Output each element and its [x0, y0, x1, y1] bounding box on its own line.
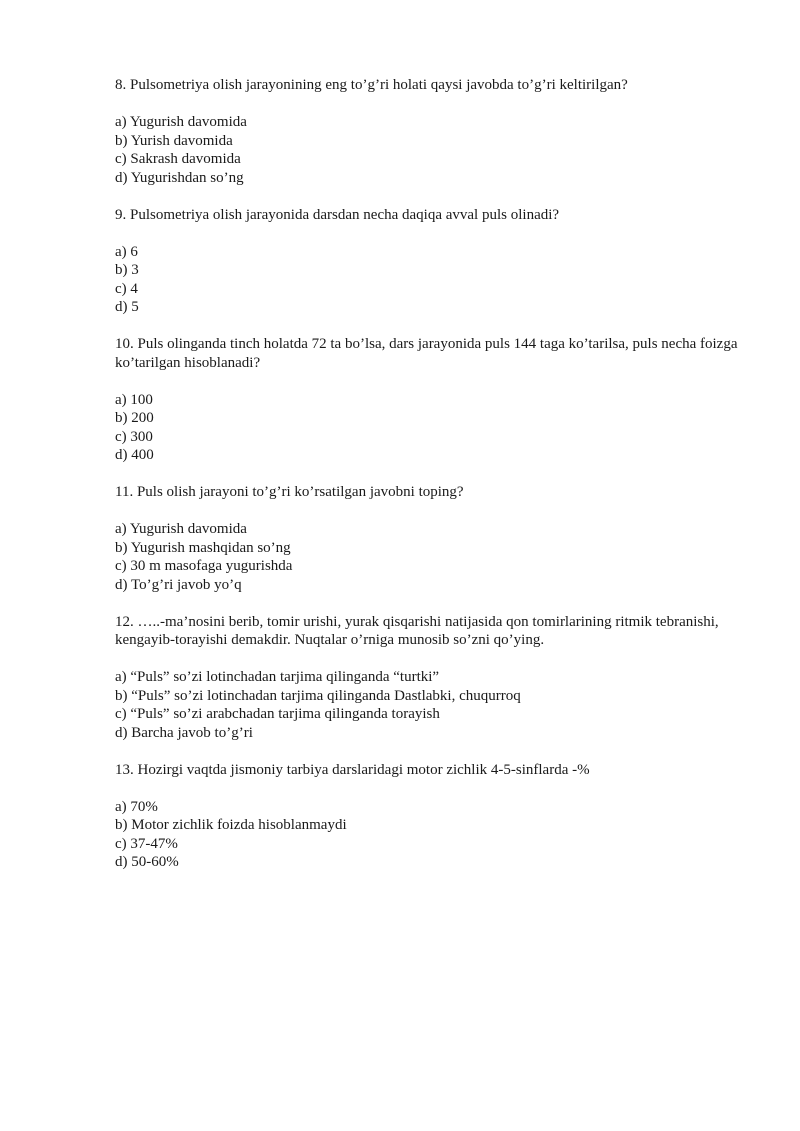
- answer-options: [115, 798, 755, 872]
- option-b: b) Yurish davomida: [115, 132, 233, 149]
- question-text: 10. Puls olinganda tinch holatda 72 ta bo’lsa, dars jarayonida puls 144 taga ko’tarilsa, puls necha foizga ko’tarilgan hisoblanadi?: [115, 336, 738, 371]
- option-c: c) 30 m masofaga yugurishda: [115, 558, 293, 574]
- option-b: b) 3: [115, 262, 139, 278]
- question-text: 12. …..-ma’nosini berib, tomir urishi, yurak qisqarishi natijasida qon tomirlarining ritmik tebranishi, kengayib-torayishi demakdir. Nuqtalar o’rniga munosib so’zni qo’ying.: [115, 613, 719, 648]
- answer-options: [115, 243, 755, 317]
- option-d: d) 400: [115, 447, 154, 463]
- question-12: [115, 613, 755, 743]
- option-b: b) Motor zichlik foizda hisoblanmaydi: [115, 817, 347, 833]
- option-c: c) Sakrash davomida: [115, 151, 241, 167]
- option-d: d) 5: [115, 299, 139, 315]
- question-9: [115, 206, 755, 317]
- document-page: [115, 76, 755, 890]
- option-d: d) 50-60%: [115, 854, 179, 870]
- option-d: d) Barcha javob to’g’ri: [115, 724, 253, 741]
- option-b: b) “Puls” so’zi lotinchadan tarjima qilinganda Dastlabki, chuqurroq: [115, 687, 521, 704]
- option-a: a) Yugurish davomida: [115, 114, 247, 130]
- option-c: c) 4: [115, 280, 138, 297]
- option-a: a) 100: [115, 391, 153, 408]
- option-b: b) 200: [115, 410, 154, 426]
- option-c: c) 37-47%: [115, 835, 178, 852]
- option-a: a) “Puls” so’zi lotinchadan tarjima qilinganda “turtki”: [115, 669, 440, 685]
- option-a: a) Yugurish davomida: [115, 521, 247, 537]
- answer-options: [115, 113, 755, 187]
- option-d: d) Yugurishdan so’ng: [115, 169, 244, 186]
- option-c: c) 300: [115, 428, 153, 445]
- option-b: b) Yugurish mashqidan so’ng: [115, 539, 291, 556]
- question-8: [115, 76, 755, 187]
- question-10: [115, 335, 755, 465]
- question-text: 13. Hozirgi vaqtda jismoniy tarbiya darslaridagi motor zichlik 4-5-sinflarda -%: [115, 761, 590, 778]
- option-c: c) “Puls” so’zi arabchadan tarjima qilinganda torayish: [115, 706, 440, 722]
- option-d: d) To’g’ri javob yo’q: [115, 576, 242, 593]
- question-text: 11. Puls olish jarayoni to’g’ri ko’rsatilgan javobni toping?: [115, 484, 464, 500]
- answer-options: [115, 391, 755, 465]
- option-a: a) 6: [115, 243, 138, 260]
- question-13: [115, 761, 755, 872]
- question-text: 9. Pulsometriya olish jarayonida darsdan necha daqiqa avval puls olinadi?: [115, 206, 560, 223]
- question-11: [115, 483, 755, 594]
- question-text: 8. Pulsometriya olish jarayonining eng to’g’ri holati qaysi javobda to’g’ri keltirilgan?: [115, 77, 628, 93]
- answer-options: [115, 520, 755, 594]
- option-a: a) 70%: [115, 798, 158, 815]
- answer-options: [115, 668, 755, 742]
